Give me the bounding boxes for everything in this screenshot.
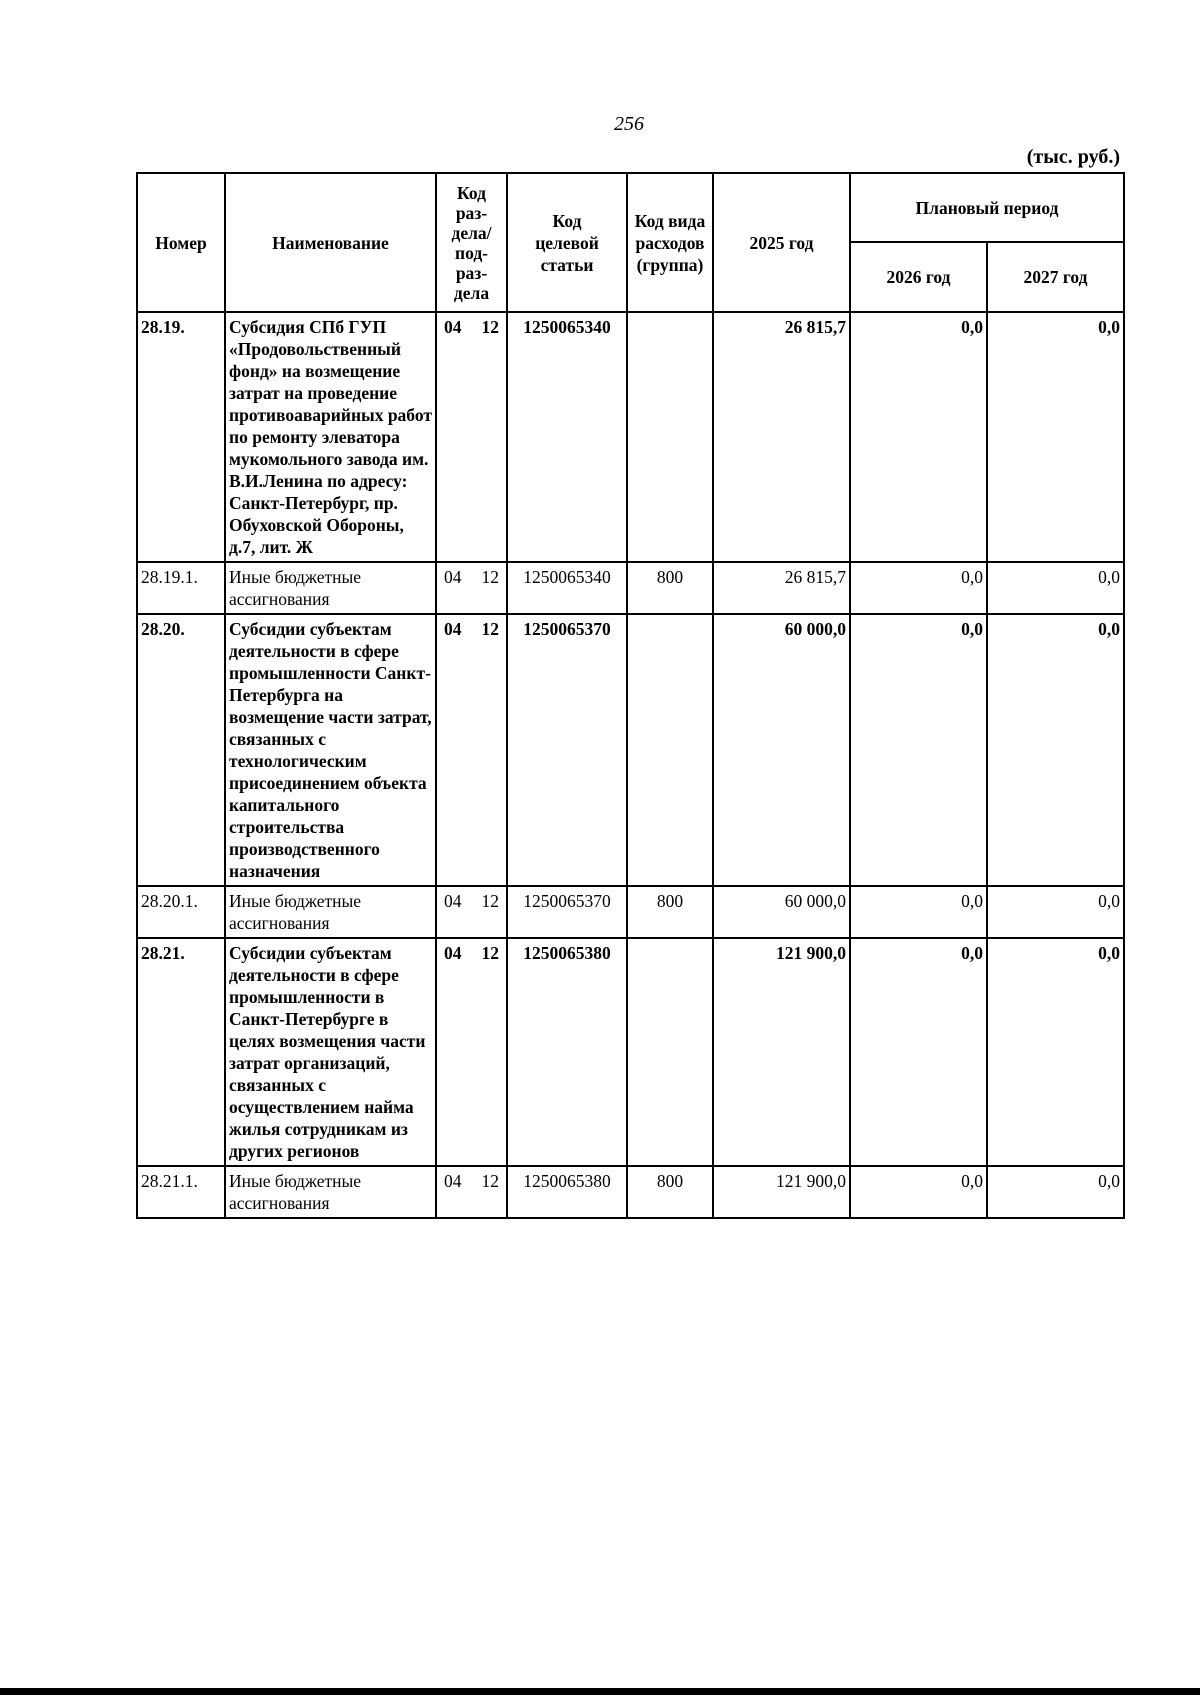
row-2027: 0,0 (987, 614, 1124, 886)
header-2025: 2025 год (713, 173, 850, 312)
subsection-code: 12 (481, 567, 499, 587)
subsection-code: 12 (481, 317, 499, 337)
row-2027: 0,0 (987, 886, 1124, 938)
table-row (137, 938, 1124, 1166)
header-target-code: Код целевой статьи (507, 173, 627, 312)
header-section-code: Код раз- дела/ под- раз- дела (436, 173, 507, 312)
table-row (137, 1166, 1124, 1218)
row-name: Иные бюджетные ассигнования (225, 1166, 436, 1218)
row-name: Субсидия СПб ГУП «Продовольственный фонд» на возмещение затрат на проведение противоаварийных работ по ремонту элеватора мукомольного завода им. В.И.Ленина по адресу: Санкт-Петербург, пр. Обуховской Обороны, д.7, лит. Ж (225, 312, 436, 562)
row-2027: 0,0 (987, 312, 1124, 562)
section-code: 04 (444, 567, 462, 587)
row-name: Субсидии субъектам деятельности в сфере промышленности в Санкт-Петербурге в целях возмещения части затрат организаций, связанных с осуществлением найма жилья сотрудникам из других регионов (225, 938, 436, 1166)
subsection-code: 12 (481, 619, 499, 639)
row-target-code: 1250065340 (507, 312, 627, 562)
header-planned-period: Плановый период (850, 173, 1124, 242)
header-2027: 2027 год (987, 242, 1124, 312)
row-expense-code (627, 614, 713, 886)
row-2027: 0,0 (987, 562, 1124, 614)
row-section-code (436, 614, 507, 886)
section-code: 04 (444, 891, 462, 911)
row-name: Иные бюджетные ассигнования (225, 562, 436, 614)
row-2026: 0,0 (850, 614, 987, 886)
scan-edge (0, 1688, 1200, 1695)
table-row (137, 614, 1124, 886)
row-2026: 0,0 (850, 938, 987, 1166)
row-section-code (436, 938, 507, 1166)
row-2025: 60 000,0 (713, 614, 850, 886)
section-code: 04 (444, 317, 462, 337)
row-section-code (436, 886, 507, 938)
table-row (137, 312, 1124, 562)
row-number: 28.20. (137, 614, 225, 886)
row-number: 28.19.1. (137, 562, 225, 614)
table-row (137, 886, 1124, 938)
subsection-code: 12 (481, 1171, 499, 1191)
row-target-code: 1250065380 (507, 938, 627, 1166)
row-target-code: 1250065370 (507, 886, 627, 938)
row-2027: 0,0 (987, 938, 1124, 1166)
header-2026: 2026 год (850, 242, 987, 312)
page-number: 256 (614, 113, 644, 135)
row-section-code (436, 312, 507, 562)
row-number: 28.21.1. (137, 1166, 225, 1218)
row-2026: 0,0 (850, 1166, 987, 1218)
row-name: Иные бюджетные ассигнования (225, 886, 436, 938)
section-code: 04 (444, 943, 462, 963)
row-expense-code: 800 (627, 562, 713, 614)
row-2027: 0,0 (987, 1166, 1124, 1218)
row-expense-code: 800 (627, 886, 713, 938)
row-2026: 0,0 (850, 886, 987, 938)
row-2025: 60 000,0 (713, 886, 850, 938)
budget-table (136, 172, 1125, 1219)
row-2025: 121 900,0 (713, 1166, 850, 1218)
header-number: Номер (137, 173, 225, 312)
row-number: 28.19. (137, 312, 225, 562)
row-number: 28.21. (137, 938, 225, 1166)
units-label: (тыс. руб.) (1026, 146, 1120, 168)
row-expense-code: 800 (627, 1166, 713, 1218)
row-target-code: 1250065370 (507, 614, 627, 886)
row-section-code (436, 1166, 507, 1218)
section-code: 04 (444, 619, 462, 639)
row-target-code: 1250065340 (507, 562, 627, 614)
row-2025: 26 815,7 (713, 312, 850, 562)
table-row (137, 562, 1124, 614)
row-name: Субсидии субъектам деятельности в сфере промышленности Санкт-Петербурга на возмещение части затрат, связанных с технологическим присоединением объекта капитального строительства производственного назначения (225, 614, 436, 886)
row-target-code: 1250065380 (507, 1166, 627, 1218)
row-number: 28.20.1. (137, 886, 225, 938)
row-section-code (436, 562, 507, 614)
row-2025: 26 815,7 (713, 562, 850, 614)
subsection-code: 12 (481, 943, 499, 963)
table-body (137, 312, 1124, 1218)
row-expense-code (627, 312, 713, 562)
row-2026: 0,0 (850, 312, 987, 562)
header-expense-code: Код вида расходов (группа) (627, 173, 713, 312)
row-expense-code (627, 938, 713, 1166)
subsection-code: 12 (481, 891, 499, 911)
section-code: 04 (444, 1171, 462, 1191)
header-name: Наименование (225, 173, 436, 312)
row-2025: 121 900,0 (713, 938, 850, 1166)
row-2026: 0,0 (850, 562, 987, 614)
